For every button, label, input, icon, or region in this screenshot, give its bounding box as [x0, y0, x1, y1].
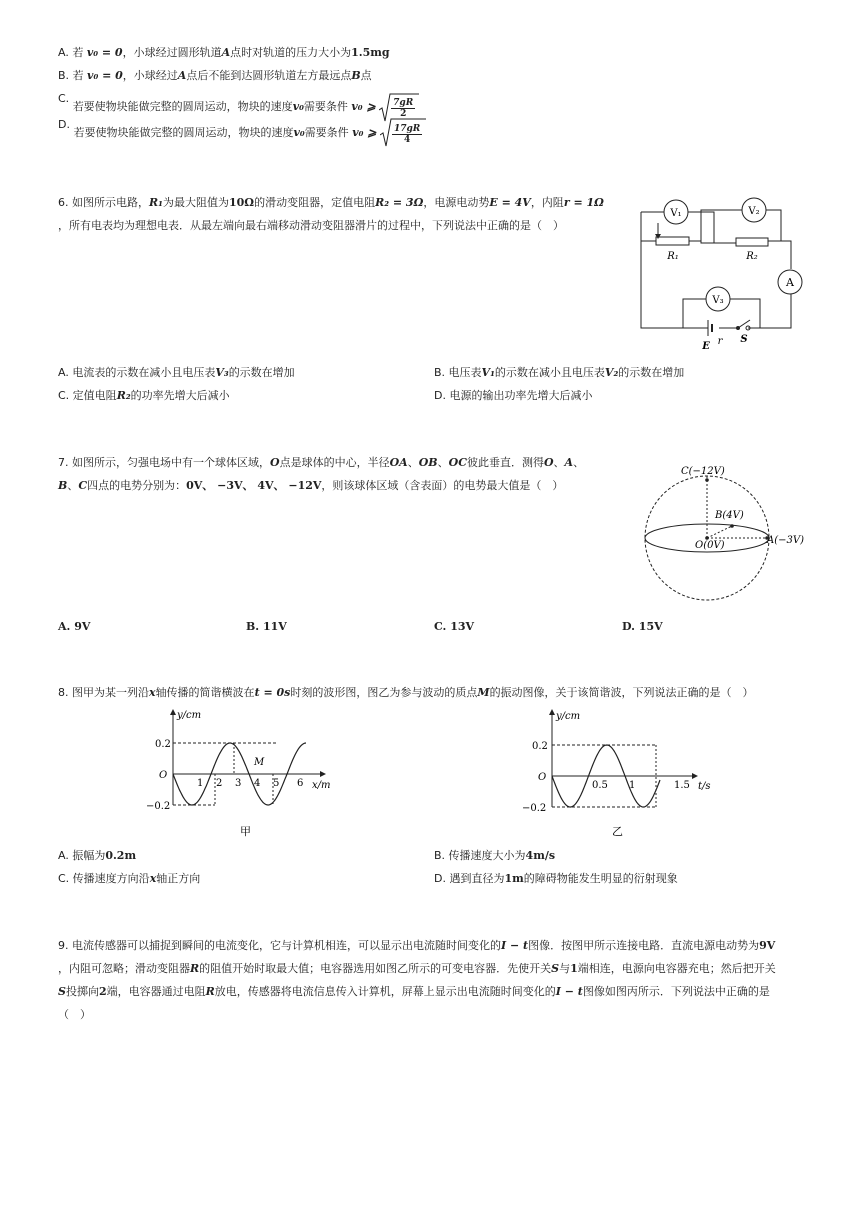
- r1-label: R₁: [667, 251, 679, 262]
- v3-label: V₃: [712, 295, 724, 306]
- x-axis-label: x/m: [312, 780, 331, 791]
- option-label: A. 若: [58, 46, 84, 59]
- q9-stem-line4: （ ）: [58, 1008, 91, 1021]
- x-tick-5: 5: [273, 778, 280, 789]
- q8-option-b[interactable]: B. 传播速度大小为4m/s: [434, 849, 556, 862]
- q6-option-b[interactable]: B. 电压表V₁的示数在减小且电压表V₂的示数在增加: [434, 366, 685, 379]
- internal-r-label: r: [717, 336, 723, 347]
- math: v₀ ⩾: [352, 126, 377, 139]
- x-tick-2: 2: [216, 778, 223, 789]
- y-tick-pos: 0.2: [155, 739, 171, 750]
- q5-option-b[interactable]: [58, 69, 372, 83]
- q8-option-a[interactable]: A. 振幅为0.2m: [58, 849, 137, 862]
- text: 需要条件: [303, 100, 348, 113]
- q8-vibration-graph: [512, 705, 712, 840]
- x-tick-1: 1: [197, 778, 204, 789]
- text: 点时对轨道的压力大小为: [230, 46, 352, 59]
- text: ，小球经过圆形轨道: [122, 46, 222, 59]
- t-tick-1: 1: [629, 780, 636, 791]
- t-tick-15: 1.5: [674, 780, 690, 791]
- q9-stem-line1: 9. 电流传感器可以捕捉到瞬间的电流变化，它与计算机相连，可以显示出电流随时间变化的I − t图像．按图甲所示连接电路．直流电源电动势为9V: [58, 939, 776, 952]
- ammeter-label: A: [786, 276, 794, 289]
- q8-wave-graph: [140, 705, 340, 840]
- q9-stem-line3: S投掷向2端，电容器通过电阻R放电，传感器将电流信息传入计算机，屏幕上显示出电流随时间变化的I − t图像如图丙所示．下列说法中正确的是: [58, 985, 770, 998]
- x-axis-label: t/s: [698, 781, 711, 792]
- text: 点后不能到达圆形轨道左方最远点: [186, 69, 352, 82]
- q7-option-a[interactable]: A. 9V: [58, 620, 91, 633]
- q7-option-c[interactable]: C. 13V: [434, 620, 475, 633]
- y-tick-neg: −0.2: [146, 801, 171, 812]
- math: v₀ = 0: [86, 46, 123, 59]
- point-a-label: A(−3V): [767, 535, 804, 546]
- q7-option-d[interactable]: D. 15V: [622, 620, 663, 633]
- q6-option-a[interactable]: A. 电流表的示数在减小且电压表V₃的示数在增加: [58, 366, 295, 379]
- r2-label: R₂: [746, 251, 758, 262]
- text: ，小球经过: [122, 69, 178, 82]
- q6-stem-line1: 6. 如图所示电路，R₁为最大阻值为10Ω的滑动变阻器，定值电阻R₂ = 3Ω，电源电动势E = 4V，内阻r = 1Ω: [58, 196, 604, 209]
- q8-option-c[interactable]: C. 传播速度方向沿x轴正方向: [58, 872, 201, 885]
- option-label: B. 若: [58, 69, 84, 82]
- q9-stem-line2: ，内阻可忽略；滑动变阻器R的阻值开始时取最大值；电容器选用如图乙所示的可变电容器．先使开关S与1端相连，电源向电容器充电；然后把开关: [58, 962, 776, 975]
- origin-label: O: [159, 770, 168, 781]
- text: 需要条件: [304, 126, 349, 139]
- v2-label: V₂: [748, 206, 760, 217]
- q8-option-d[interactable]: D. 遇到直径为1m的障碍物能发生明显的衍射现象: [434, 872, 678, 885]
- y-axis-label: y/cm: [177, 710, 202, 721]
- t-tick-05: 0.5: [592, 780, 608, 791]
- y-axis-label: y/cm: [556, 711, 581, 722]
- q5-option-a[interactable]: [58, 46, 390, 60]
- x-tick-6: 6: [297, 778, 304, 789]
- origin-label: O: [538, 772, 547, 783]
- v1-label: V₁: [670, 208, 682, 219]
- point-c-label: C(−12V): [681, 466, 725, 477]
- switch-label: S: [740, 334, 748, 345]
- math: A: [221, 46, 231, 59]
- q7-sphere-diagram: [636, 460, 816, 605]
- q8-stem: 8. 图甲为某一列沿x轴传播的简谐横波在t = 0s时刻的波形图，图乙为参与波动的质点M的振动图像，关于该简谐波，下列说法正确的是（ ）: [58, 686, 754, 699]
- point-o-label: O(0V): [695, 540, 725, 551]
- math: v₀: [292, 100, 304, 113]
- q5-option-c[interactable]: [58, 93, 415, 121]
- q6-option-c[interactable]: C. 定值电阻R₂的功率先增大后减小: [58, 389, 230, 402]
- q7-stem-line2: B、C四点的电势分别为：0V、 −3V、 4V、 −12V，则该球体区域（含表面）的电势最大值是（ ）: [58, 479, 564, 492]
- option-label: C.: [58, 92, 73, 105]
- math: v₀ ⩾: [351, 100, 376, 113]
- text: 点: [360, 69, 372, 82]
- q6-option-d[interactable]: D. 电源的输出功率先增大后减小: [434, 389, 593, 402]
- q7-stem-line1: 7. 如图所示，匀强电场中有一个球体区域，O点是球体的中心，半径OA、OB、OC彼此垂直．测得O、A、: [58, 456, 585, 469]
- caption-yi: 乙: [612, 825, 623, 838]
- emf-label: E: [702, 341, 710, 352]
- text: 若要使物块能做完整的圆周运动，物块的速度: [73, 126, 294, 139]
- point-b-label: B(4V): [715, 510, 744, 521]
- option-label: D.: [58, 118, 74, 131]
- x-tick-4: 4: [254, 778, 261, 789]
- sqrt-expression: $\frac{7gR}{2}$: [379, 93, 415, 121]
- q7-option-b[interactable]: B. 11V: [246, 620, 287, 633]
- q6-circuit-diagram: [636, 194, 812, 354]
- caption-jia: 甲: [240, 825, 251, 838]
- math: v₀ = 0: [87, 69, 123, 82]
- math: B: [351, 69, 361, 82]
- x-tick-3: 3: [235, 778, 242, 789]
- q6-stem-line2: ，所有电表均为理想电表．从最左端向最右端移动滑动变阻器滑片的过程中，下列说法中正确的是（ ）: [58, 219, 564, 232]
- math: v₀: [293, 126, 305, 139]
- q5-option-d[interactable]: [58, 118, 422, 148]
- math: 1.5mg: [351, 46, 390, 59]
- y-tick-pos: 0.2: [532, 741, 548, 752]
- sqrt-expression: $\frac{17gR}{4}$: [380, 118, 422, 148]
- y-tick-neg: −0.2: [522, 803, 547, 814]
- math: A: [177, 69, 187, 82]
- point-m-label: M: [254, 757, 265, 768]
- text: 若要使物块能做完整的圆周运动，物块的速度: [72, 100, 293, 113]
